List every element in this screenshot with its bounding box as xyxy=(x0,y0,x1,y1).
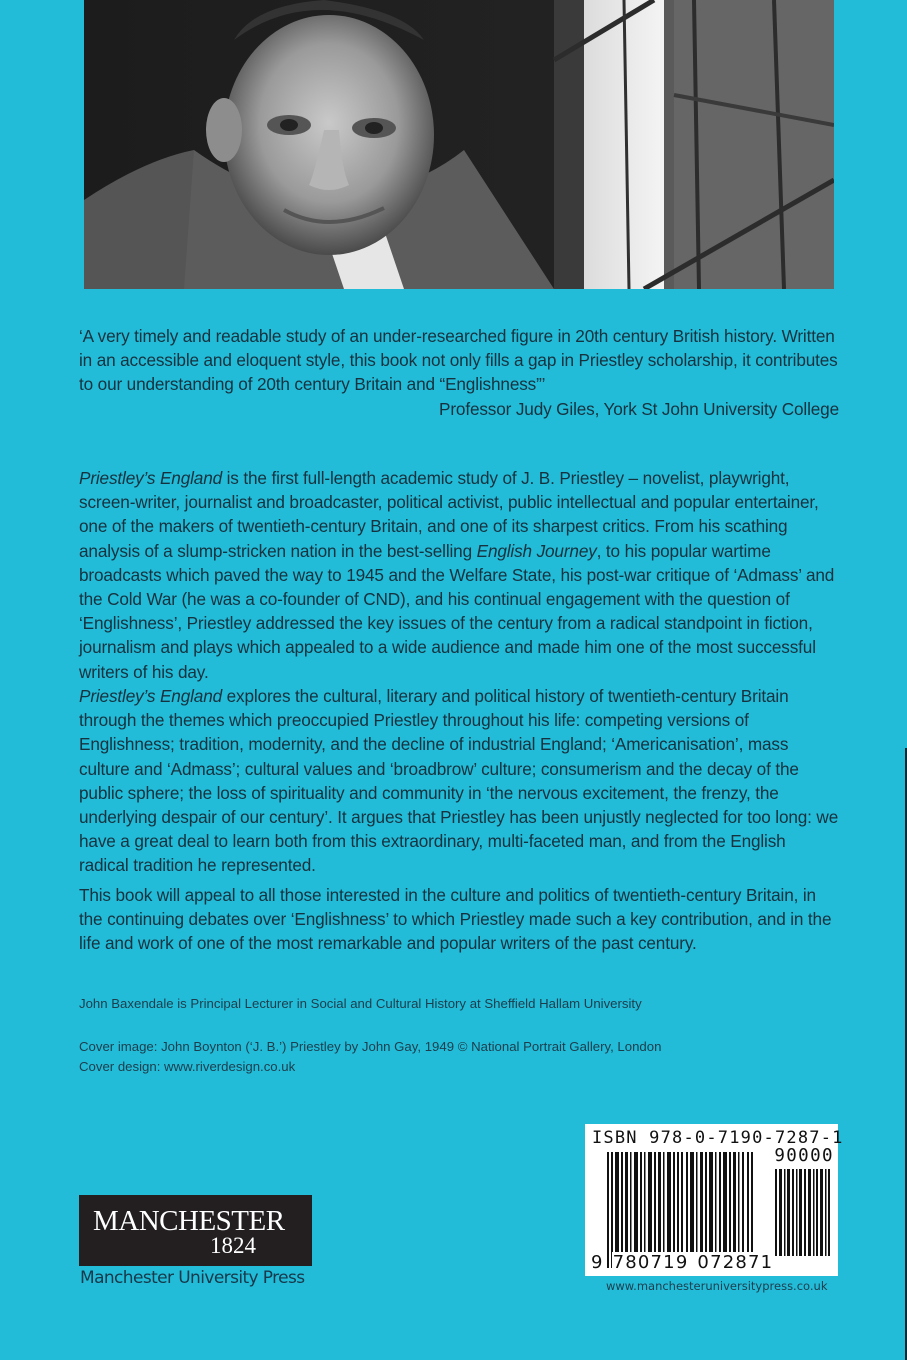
description-paragraph-2 xyxy=(79,684,839,878)
cover-portrait-photo xyxy=(84,0,834,289)
description-text: is the first full-length academic study of J. B. Priestley – novelist, playwright, screen-writer, journalist and broadcaster, political activist, public intellectual and popular entertainer, one of the makers of twentieth-century Britain, and one of its sharpest critics. From his scathing analysis of a slump-stricken nation in the best-selling xyxy=(79,468,819,561)
isbn-barcode xyxy=(585,1124,844,1276)
barcode-digits xyxy=(590,1252,774,1273)
logo-wordmark: MANCHESTER xyxy=(93,1205,285,1237)
barcode-digits-group-1: 780719 xyxy=(612,1252,689,1273)
description-text: , to his popular wartime broadcasts which paved the way to 1945 and the Welfare State, his post-war critique of ‘Admass’ and the Cold War (he was a co-founder of CND), and his continual engagement with the question of ‘Englishness’, Priestley addressed the key issues of the century from a radical standpoint in fiction, journalism and plays which appealed to a wide audience and made him one of the most successful writers of his day. xyxy=(79,540,835,682)
cover-image-credit: Cover image: John Boynton (‘J. B.’) Priestley by John Gay, 1949 © National Portrait Gallery, London xyxy=(79,1039,662,1054)
endorsement-block xyxy=(79,324,839,421)
barcode-digit-prefix: 9 xyxy=(591,1252,604,1273)
publisher-logo xyxy=(79,1195,312,1266)
portrait-photo-icon xyxy=(84,0,834,289)
publisher-url: www.manchesteruniversitypress.co.uk xyxy=(606,1279,828,1293)
credits-block xyxy=(79,1037,661,1077)
book-title: Priestley’s England xyxy=(79,686,223,706)
isbn-label: ISBN 978-0-7190-7287-1 xyxy=(592,1128,844,1148)
barcode-digits-group-2: 072871 xyxy=(697,1252,774,1273)
description-text: This book will appeal to all those interested in the culture and politics of twentieth-century Britain, in the continuing debates over ‘Englishness’ to which Priestley made such a key contribution, and in the life and work of one of the most remarkable and popular writers of the past century. xyxy=(79,885,832,954)
price-code: 90000 xyxy=(774,1146,834,1166)
description-paragraph-1 xyxy=(79,466,839,684)
logo-year: 1824 xyxy=(210,1233,256,1258)
endorsement-quote: ‘A very timely and readable study of an under-researched figure in 20th century British history. Written in an accessible and eloquent style, this book not only fills a gap in Priestley scholarship, it contributes to our understanding of 20th century Britain and “Englishness”’ xyxy=(79,326,838,395)
book-title: Priestley’s England xyxy=(79,468,223,488)
description-text: explores the cultural, literary and political history of twentieth-century Britain through the themes which preoccupied Priestley throughout his life: competing versions of Englishness; tradition, modernity, and the decline of industrial England; ‘Americanisation’, mass culture and ‘Admass’; cultural values and ‘broadbrow’ culture; consumerism and the decay of the public sphere; the loss of spirituality and community in ‘the nervous excitement, the frenzy, the underlying despair of our century’. It argues that Priestley has been unjustly neglected for too long: we have a great deal to learn both from this extraordinary, multi-faceted man, and from the English radical tradition he represented. xyxy=(79,686,839,876)
cover-design-credit: Cover design: www.riverdesign.co.uk xyxy=(79,1059,296,1074)
description-paragraph-3 xyxy=(79,883,839,956)
author-bio: John Baxendale is Principal Lecturer in Social and Cultural History at Sheffield Hallam University xyxy=(79,996,642,1011)
barcode-icon xyxy=(607,1152,759,1268)
addon-barcode-icon xyxy=(775,1169,831,1256)
endorsement-attribution: Professor Judy Giles, York St John University College xyxy=(439,398,839,419)
publisher-name: Manchester University Press xyxy=(80,1268,305,1288)
referenced-book-title: English Journey xyxy=(476,540,597,561)
